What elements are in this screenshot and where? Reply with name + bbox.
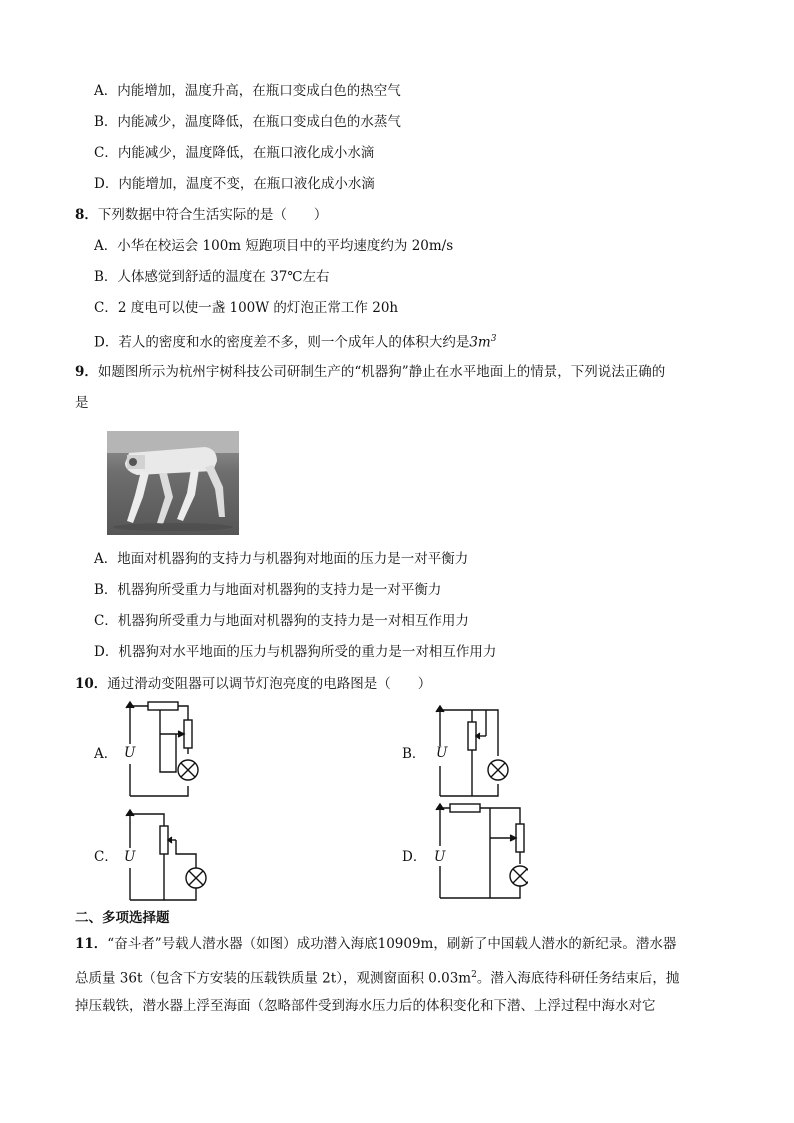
q11-line2-a: 总质量 36t（包含下方安装的压载铁质量 2t），观测窗面积 0.03m (75, 970, 472, 987)
q10-number: 10． (75, 676, 108, 692)
q11-line1-text: “奋斗者”号载人潜水器（如图）成功潜入海底10909m，刷新了中国载人潜水的新纪录。潜水器 (107, 936, 677, 952)
q9-stem-line2: 是 (75, 395, 89, 411)
q9-option-d: D．机器狗对水平地面的压力与机器狗所受的重力是一对相互作用力 (94, 644, 497, 660)
q11-line2-sup: 2 (471, 970, 477, 980)
robot-dog-photo (107, 431, 239, 535)
circuit-c-label: C． (94, 849, 118, 865)
q7-option-a: A．内能增加，温度升高，在瓶口变成白色的热空气 (94, 83, 401, 99)
q8-option-d-math: 3m (469, 334, 491, 351)
section-title: 二、多项选择题 (75, 910, 170, 926)
circuit-a-label: A． (94, 746, 118, 762)
q11-line3: 掉压载铁，潜水器上浮至海面（忽略部件受到海水压力后的体积变化和下潜、上浮过程中海水对它 (75, 998, 656, 1014)
q7-option-c: C．内能减少，温度降低，在瓶口液化成小水滴 (94, 145, 375, 161)
q10-stem (75, 675, 431, 693)
q9-option-c: C．机器狗所受重力与地面对机器狗的支持力是一对相互作用力 (94, 613, 469, 629)
circuit-d-voltage: U (434, 849, 446, 865)
q9-stem-line1 (75, 363, 665, 381)
q11-line2 (75, 966, 679, 988)
circuit-b-label: B． (402, 746, 426, 762)
q8-option-b: B．人体感觉到舒适的温度在 37℃左右 (94, 269, 330, 285)
q8-stem-text: 下列数据中符合生活实际的是（ ） (97, 207, 328, 223)
circuit-d-label: D． (402, 849, 427, 865)
q11-number: 11． (75, 936, 108, 952)
q8-option-c: C．2 度电可以使一盏 100W 的灯泡正常工作 20h (94, 300, 399, 316)
q9-option-a: A．地面对机器狗的支持力与机器狗对地面的压力是一对平衡力 (94, 551, 469, 567)
q8-option-d-text: D．若人的密度和水的密度差不多，则一个成年人的体积大约是 (94, 334, 470, 351)
q8-option-a: A．小华在校运会 100m 短跑项目中的平均速度约为 20m/s (94, 238, 454, 254)
q9-number: 9． (75, 364, 98, 380)
q9-stem-text: 如题图所示为杭州宇树科技公司研制生产的“机器狗”静止在水平地面上的情景，下列说法正确的 (97, 364, 666, 380)
circuit-c-voltage: U (124, 849, 136, 865)
q8-number: 8． (75, 207, 98, 223)
q10-stem-text: 通过滑动变阻器可以调节灯泡亮度的电路图是（ ） (107, 676, 432, 692)
q7-option-b: B．内能减少，温度降低，在瓶口变成白色的水蒸气 (94, 114, 401, 130)
q7-option-d: D．内能增加，温度不变，在瓶口液化成小水滴 (94, 176, 375, 192)
q8-option-d-exponent: 3 (490, 334, 497, 344)
q8-stem (75, 206, 327, 224)
q8-option-d (94, 330, 496, 352)
q9-option-b: B．机器狗所受重力与地面对机器狗的支持力是一对平衡力 (94, 582, 442, 598)
circuit-b-voltage: U (436, 745, 448, 761)
q11-line1 (75, 935, 676, 953)
q11-line2-b: 。潜入海底待科研任务结束后，抛 (476, 970, 680, 987)
circuit-a-voltage: U (124, 745, 136, 761)
